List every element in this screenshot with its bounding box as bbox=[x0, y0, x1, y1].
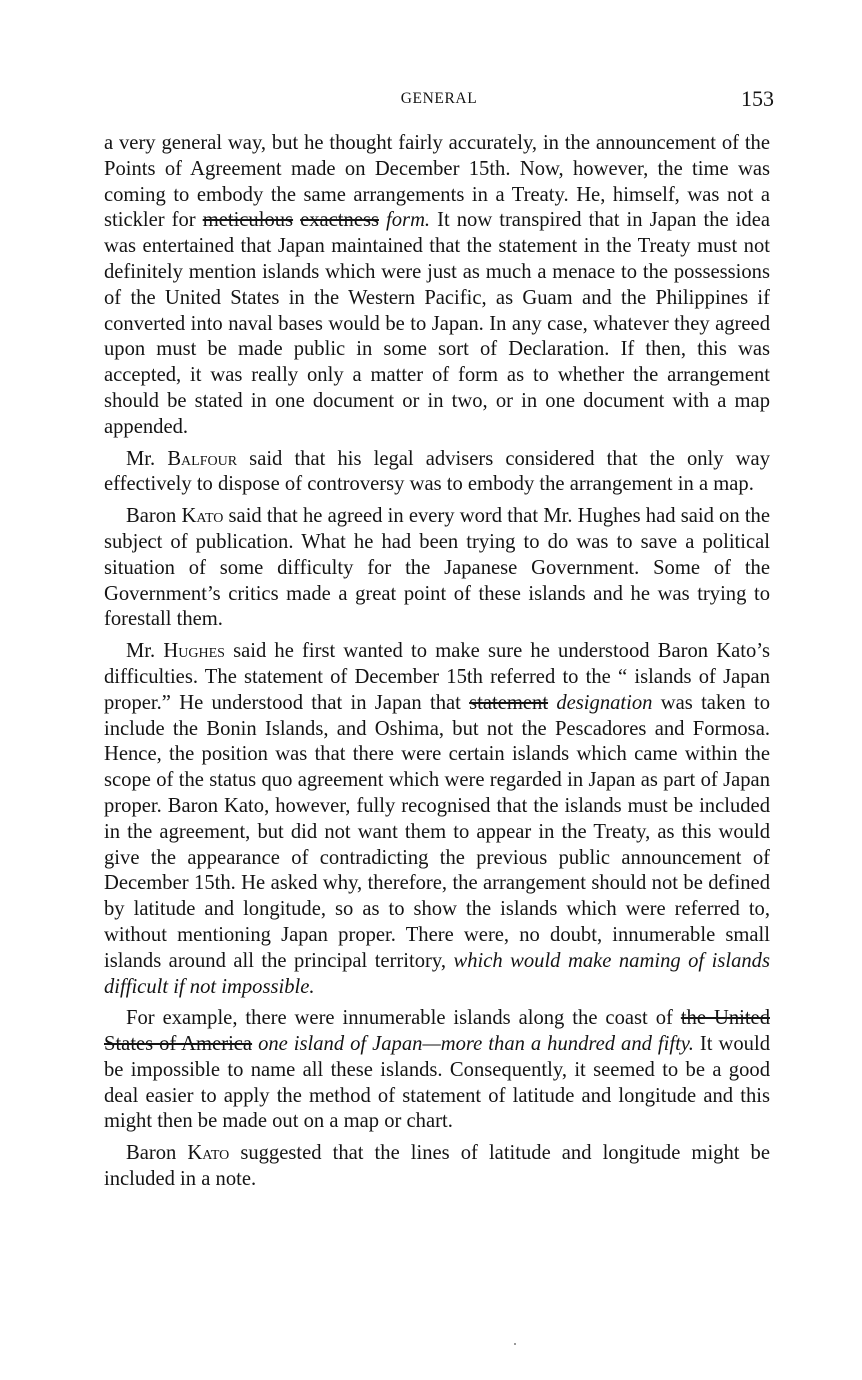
inserted-text: one island of Japan—more than a hundred and fifty. bbox=[258, 1033, 694, 1056]
paragraph bbox=[104, 131, 770, 441]
body-text bbox=[104, 131, 770, 1193]
text-run: Baron bbox=[126, 505, 182, 528]
struck-text: exactness bbox=[300, 209, 379, 232]
text-run: said that he agreed in every word that Mr. Hughes had said on the subject of publication. What he had been trying to do was to save a political situation of some difficulty for the Japanese Government. Some of the Government’s critics made a great point of these islands and he was trying to forestall them. bbox=[104, 505, 770, 631]
speaker-name: Kato bbox=[181, 505, 224, 528]
speaker-name: Kato bbox=[187, 1142, 230, 1165]
struck-text: meticulous bbox=[202, 209, 294, 232]
inserted-text: designation bbox=[556, 691, 653, 714]
paragraph bbox=[104, 639, 770, 1000]
text-run: said he first wanted to make sure he understood Baron Kato’s difficulties. The statement of December 15th referred to the “ islands of Japan proper.” He understood that in Japan that bbox=[104, 640, 770, 714]
inserted-text: form. bbox=[386, 209, 431, 232]
text-run: Mr. bbox=[126, 447, 168, 470]
text-run: suggested that the lines of latitude and longitude might be included in a note. bbox=[104, 1142, 770, 1191]
text-run: Mr. bbox=[126, 640, 164, 663]
paragraph bbox=[104, 504, 770, 633]
text-run: For example, there were innumerable islands along the coast of bbox=[126, 1007, 681, 1030]
struck-text: statement bbox=[469, 691, 549, 714]
page-number: 153 bbox=[741, 86, 774, 111]
text-run: was taken to include the Bonin Islands, and Oshima, but not the Pescadores and Formosa. Hence, the position was that there were certain islands which came within the scope of the status quo agreement which were regarded in Japan as part of Japan proper. Baron Kato, however, fully recognised that the islands must be included in the agreement, but did not want them to appear in the Treaty, as this would give the appearance of contradicting the previous public announcement of December 15th. He asked why, therefore, the arrangement should not be defined by latitude and longitude, so as to show the islands which were referred to, without mentioning Japan proper. There were, no doubt, innumerable small islands around all the principal territory, bbox=[104, 691, 770, 972]
paragraph bbox=[104, 447, 770, 499]
text-run bbox=[379, 209, 386, 231]
print-speck bbox=[514, 1343, 516, 1345]
paragraph bbox=[104, 1006, 770, 1135]
text-run: It now transpired that in Japan the idea was entertained that Japan maintained that the statement in the Treaty must not definitely mention islands which were just as much a menace to the possessions of the United States in the Western Pacific, as Guam and the Philippines if converted into naval bases would be to Japan. In any case, whatever they agreed upon must be made public in some sort of Declaration. If then, this was accepted, it was really only a matter of form as to whether the arrangement should be stated in one document or in two, or in one document with a map appended. bbox=[104, 209, 770, 438]
text-run: Baron bbox=[126, 1142, 188, 1165]
struck-text: the United States of America bbox=[104, 1007, 770, 1056]
text-run: a very general way, but he thought fairly accurately, in the announcement of the Points of Agreement made on December 15th. Now, however, the time was coming to embody the same arrangements in a Treaty. He, himself, was not a stickler for bbox=[104, 132, 770, 232]
inserted-text: which would make naming of islands difficult if not impossible. bbox=[104, 949, 770, 998]
speaker-name: Hughes bbox=[163, 640, 225, 663]
text-run: It would be impossible to name all these islands. Consequently, it seemed to be a good deal easier to apply the method of statement of latitude and longitude and this might then be made out on a map or chart. bbox=[104, 1033, 770, 1133]
running-head bbox=[104, 86, 774, 116]
section-title: GENERAL bbox=[400, 90, 478, 107]
paragraph bbox=[104, 1141, 770, 1193]
speaker-name: Balfour bbox=[167, 447, 238, 470]
text-run: said that his legal advisers considered that the only way effectively to dispose of controversy was to embody the arrangement in a map. bbox=[104, 447, 770, 496]
